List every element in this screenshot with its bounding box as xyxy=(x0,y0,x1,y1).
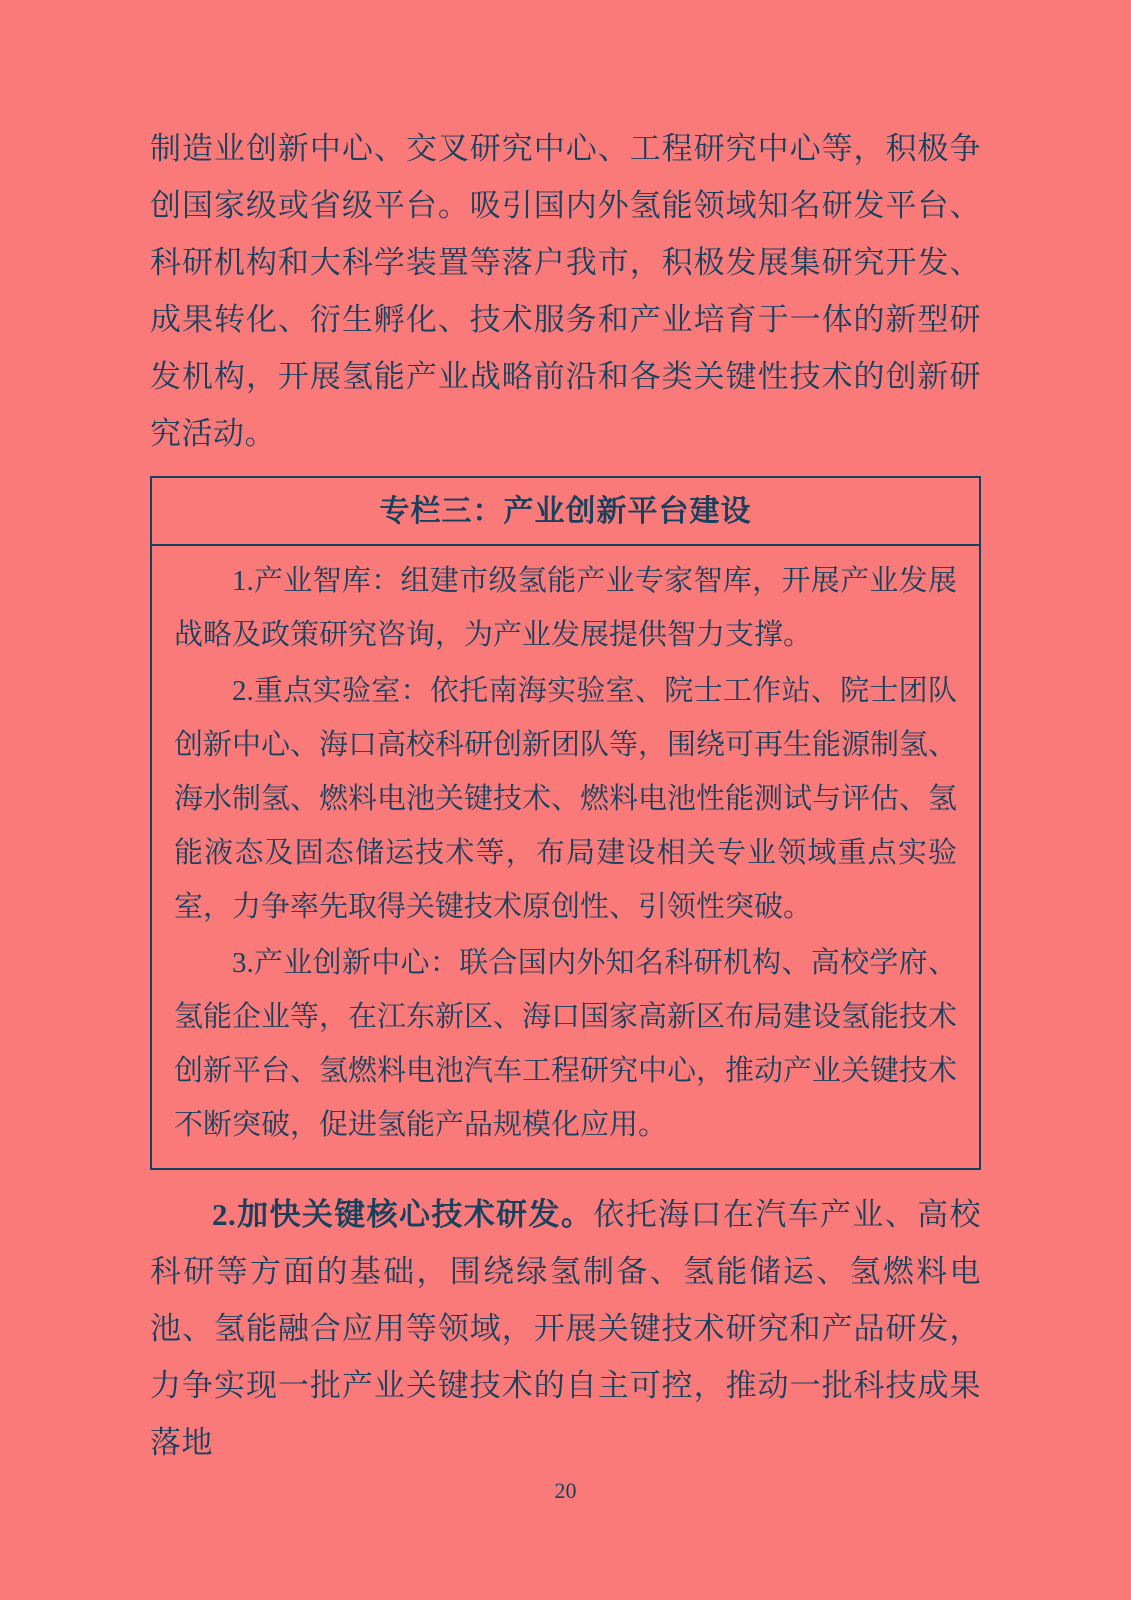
callout-item: 2.重点实验室：依托南海实验室、院士工作站、院士团队创新中心、海口高校科研创新团队等，围绕可再生能源制氢、海水制氢、燃料电池关键技术、燃料电池性能测试与评估、氢能液态及固态储运技术等，布局建设相关专业领域重点实验室，力争率先取得关键技术原创性、引领性突破。 xyxy=(174,675,958,923)
callout-item: 3.产业创新中心：联合国内外知名科研机构、高校学府、氢能企业等，在江东新区、海口国家高新区布局建设氢能技术创新平台、氢燃料电池汽车工程研究中心，推动产业关键技术不断突破，促进氢能产品规模化应用。 xyxy=(174,947,958,1141)
page-number: 20 xyxy=(554,1478,577,1503)
callout-box xyxy=(150,476,981,1170)
bottom-paragraph-lead: 2.加快关键核心技术研发。 xyxy=(212,1197,594,1232)
callout-box-body xyxy=(152,546,979,1168)
top-paragraph: 制造业创新中心、交叉研究中心、工程研究中心等，积极争创国家级或省级平台。吸引国内外氢能领域知名研发平台、科研机构和大科学装置等落户我市，积极发展集研究开发、成果转化、衍生孵化、技术服务和产业培育于一体的新型研发机构，开展氢能产业战略前沿和各类关键性技术的创新研究活动。 xyxy=(150,131,981,451)
bottom-paragraph xyxy=(150,1186,981,1471)
bottom-paragraph-rest: 依托海口在汽车产业、高校科研等方面的基础，围绕绿氢制备、氢能储运、氢燃料电池、氢能融合应用等领域，开展关键技术研究和产品研发，力争实现一批产业关键技术的自主可控，推动一批科技成果落地 xyxy=(150,1197,982,1460)
callout-box-title: 专栏三：产业创新平台建设 xyxy=(152,478,979,546)
callout-item: 1.产业智库：组建市级氢能产业专家智库，开展产业发展战略及政策研究咨询，为产业发展提供智力支撑。 xyxy=(174,565,957,651)
